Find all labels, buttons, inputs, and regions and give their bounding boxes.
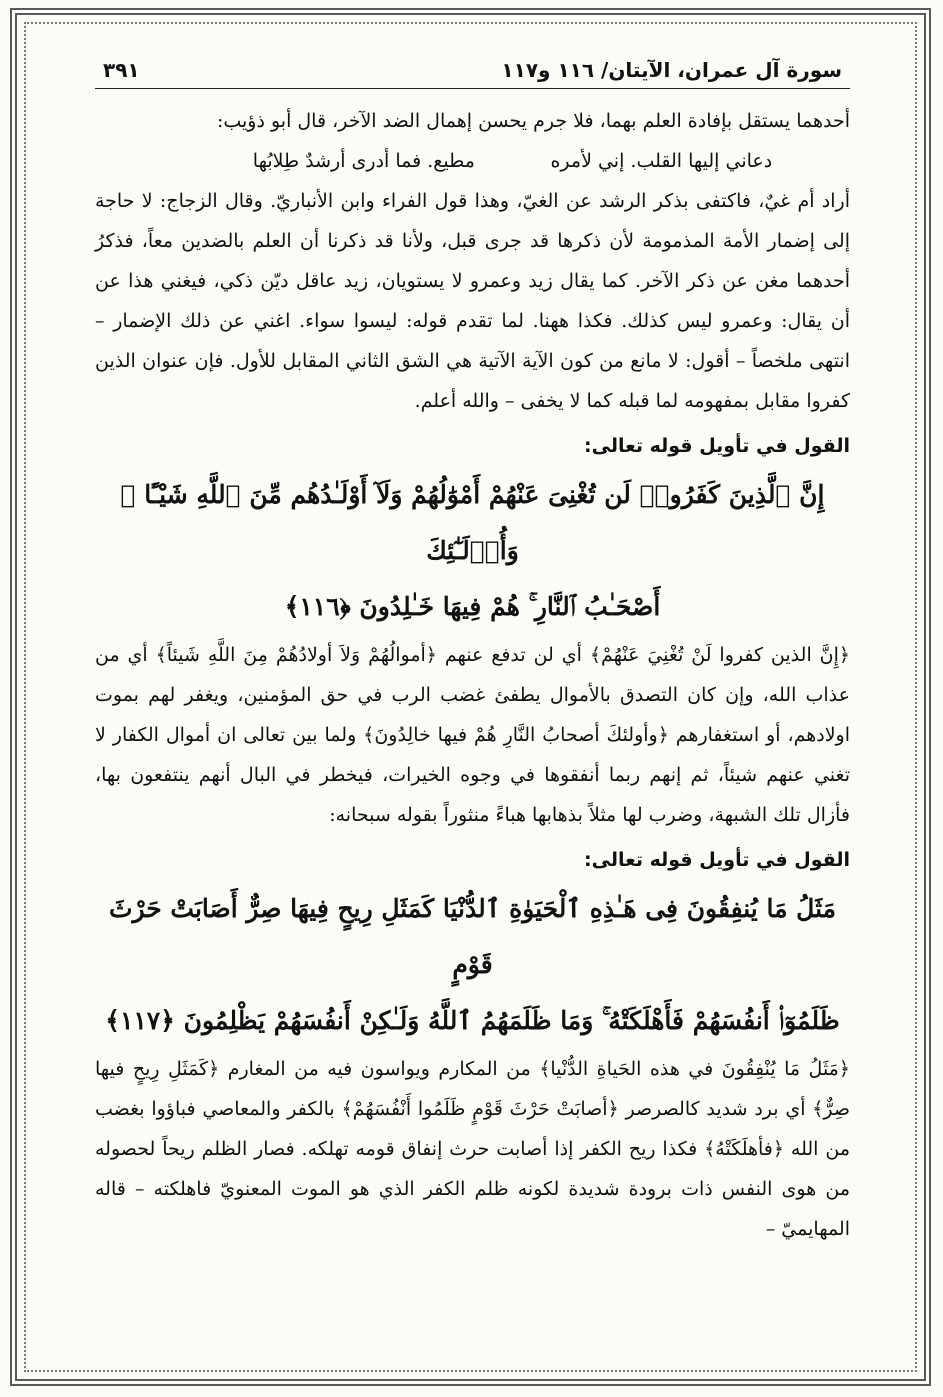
quran-verse-116 xyxy=(95,467,850,635)
quran-verse-117-line-1: مَثَلُ مَا يُنفِقُونَ فِى هَـٰذِهِ ٱلْحَيَوٰةِ ٱلدُّنْيَا كَمَثَلِ رِيحٍ فِيهَا صِرٌّ أَصَابَتْ حَرْثَ قَوْمٍ xyxy=(108,894,837,979)
verse-hemistich-2: مطيع. فما أدرى أرشدٌ طِلابُها xyxy=(252,150,475,172)
surah-title: سورة آل عمران، الآيتان/ ١١٦ و١١٧ xyxy=(501,58,842,82)
page-body xyxy=(95,101,850,1249)
section-heading-1: القول في تأويل قوله تعالى: xyxy=(584,435,850,457)
quran-verse-117 xyxy=(95,881,850,1049)
book-page xyxy=(95,58,850,1298)
verse-hemistich-1: دعاني إليها القلب. إني لأمره xyxy=(550,150,773,172)
quran-verse-116-line-2: أَصْحَـٰبُ ٱلنَّارِ ۚ هُمْ فِيهَا خَـٰلِدُونَ ﴿١١٦﴾ xyxy=(284,592,661,621)
page-number: ٣٩١ xyxy=(103,58,140,82)
paragraph-3: ﴿إِنَّ الذين كفروا لَنْ تُغْنِيَ عَنْهُمْ﴾ أي لن تدفع عنهم ﴿أموالُهُمْ وَلاَ أولادُهُمْ مِنَ اللَّهِ شَيئاً﴾ أي من عذاب الله، وإن كان التصدق بالأموال يطفئ غضب الرب في حق المؤمنين، ويغفر لهم بموت اولادهم، أو استغفارهم ﴿وأولئكَ أصحابُ النَّارِ هُمْ فيها خالِدُونَ﴾ ولما بين تعالى ان أموال الكفار لا تغني عنهم شيئاً، ثم إنهم ربما أنفقوها في وجوه الخيرات، فيخطر في البال أنهم ينتفعون بها، فأزال تلك الشبهة، وضرب لها مثلاً بذهابها هباءً منثوراً بقوله سبحانه: xyxy=(95,644,850,826)
quran-verse-117-line-2: ظَلَمُوٓا۟ أَنفُسَهُمْ فَأَهْلَكَتْهُ ۚ وَمَا ظَلَمَهُمُ ٱللَّهُ وَلَـٰكِنْ أَنفُسَهُمْ يَظْلِمُونَ ﴿١١٧﴾ xyxy=(105,1006,840,1035)
running-header xyxy=(95,58,850,89)
paragraph-1: أحدهما يستقل بإفادة العلم بهما، فلا جرم يحسن إهمال الضد الآخر، قال أبو ذؤيب: xyxy=(216,110,850,132)
section-heading-2: القول في تأويل قوله تعالى: xyxy=(584,849,850,871)
quran-verse-116-line-1: إِنَّ ٱلَّذِينَ كَفَرُوا۟ لَن تُغْنِىَ عَنْهُمْ أَمْوَٰلُهُمْ وَلَآ أَوْلَـٰدُهُم مِّنَ ٱللَّهِ شَيْـًٔا ۖ وَأُو۟لَـٰٓئِكَ xyxy=(120,480,825,565)
poetry-verse xyxy=(215,141,810,181)
paragraph-4: ﴿مَثَلُ مَا يُنْفِقُونَ في هذه الحَياةِ الدُّنْيا﴾ من المكارم ويواسون فيه من المغارم ﴿كَمَثَلِ رِيحٍ فيها صِرٌّ﴾ أي برد شديد كالصرصر ﴿أصابَتْ حَرْثَ قَوْمٍ ظَلَمُوا أَنْفُسَهُمْ﴾ بالكفر والمعاصي فباؤوا بغضب من الله ﴿فأهلَكَتْهُ﴾ فكذا ريح الكفر إذا أصابت حرث إنفاق قومه تهلكه. فصار الظلم ريحاً لحصوله من هوى النفس ذات برودة شديدة لكونه ظلم الكفر الذي هو الموت المعنويّ فاهلكته – قاله المهايميّ – xyxy=(95,1058,850,1240)
paragraph-2: أراد أم غيٌ، فاكتفى بذكر الرشد عن الغيّ، وهذا قول الفراء وابن الأنباريّ. وقال الزجاج: لا حاجة إلى إضمار الأمة المذمومة لأن ذكرها قد جرى قبل، ولأنا قد ذكرنا أن العلم بالضدين معاً، فذكرُ أحدهما مغن عن ذكر الآخر. كما يقال زيد وعمرو لا يستويان، زيد عاقل ديّن ذكي، فيغني هذا عن أن يقال: وعمرو ليس كذلك. فكذا ههنا. لما تقدم قوله: ليسوا سواء. اغني عن ذلك الإضمار – انتهى ملخصاً – أقول: لا مانع من كون الآية الآتية هي الشق الثاني المقابل للأول. فإن عنوان الذين كفروا مقابل بمفهومه لما قبله كما لا يخفى – والله أعلم. xyxy=(95,190,850,412)
